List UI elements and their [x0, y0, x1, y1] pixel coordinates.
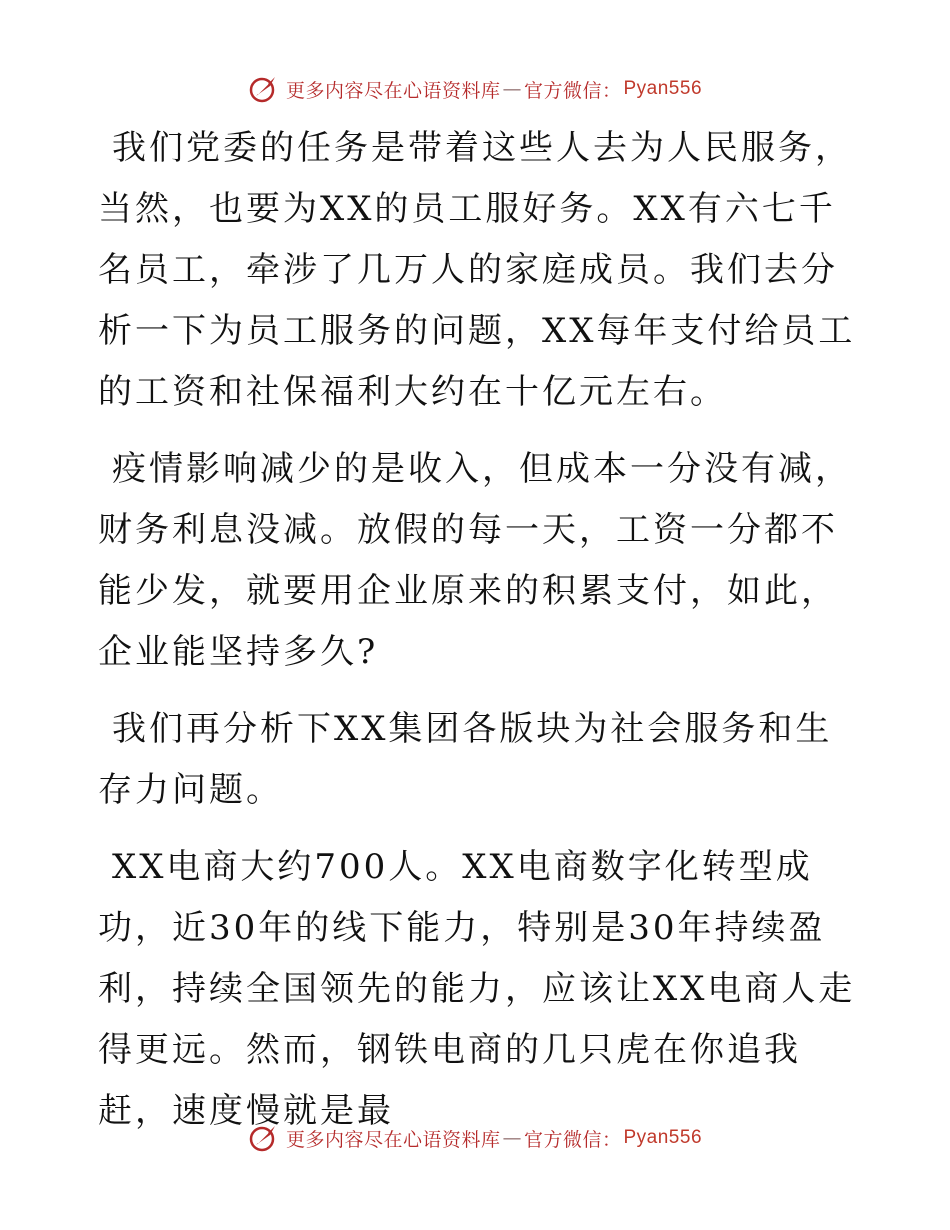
watermark-text: 更多内容尽在心语资料库: [285, 1128, 501, 1151]
footer-watermark: [0, 1121, 950, 1155]
watermark-id: Pyan556: [623, 1127, 703, 1148]
watermark-official: 官方微信：: [523, 79, 622, 102]
watermark-separator: —: [502, 78, 522, 100]
paragraph-3: 我们再分析下XX集团各版块为社会服务和生存力问题。: [98, 709, 833, 810]
paragraph-4: XX电商大约700人。XX电商数字化转型成功，近30年的线下能力，特别是30年持续盈利，持续全国领先的能力，应该让XX电商人走得更远。然而，钢铁电商的几只虎在你追我赶，速度慢就是最: [98, 847, 856, 1131]
watermark-separator: —: [502, 1127, 522, 1149]
feather-seal-icon: [248, 1123, 278, 1153]
watermark-official: 官方微信：: [523, 1128, 622, 1151]
watermark-text: 更多内容尽在心语资料库: [285, 79, 501, 102]
feather-seal-icon: [248, 74, 278, 104]
document-body: [98, 118, 868, 1158]
header-watermark: [0, 72, 950, 106]
watermark-id: Pyan556: [623, 78, 703, 99]
paragraph-2: 疫情影响减少的是收入，但成本一分没有减，财务利息没减。放假的每一天，工资一分都不能少发，就要用企业原来的积累支付，如此，企业能坚持多久?: [98, 449, 852, 672]
paragraph-1: 我们党委的任务是带着这些人去为人民服务，当然，也要为XX的员工服好务。XX有六七千名员工，牵涉了几万人的家庭成员。我们去分析一下为员工服务的问题，XX每年支付给员工的工资和社保福利大约在十亿元左右。: [98, 128, 856, 412]
